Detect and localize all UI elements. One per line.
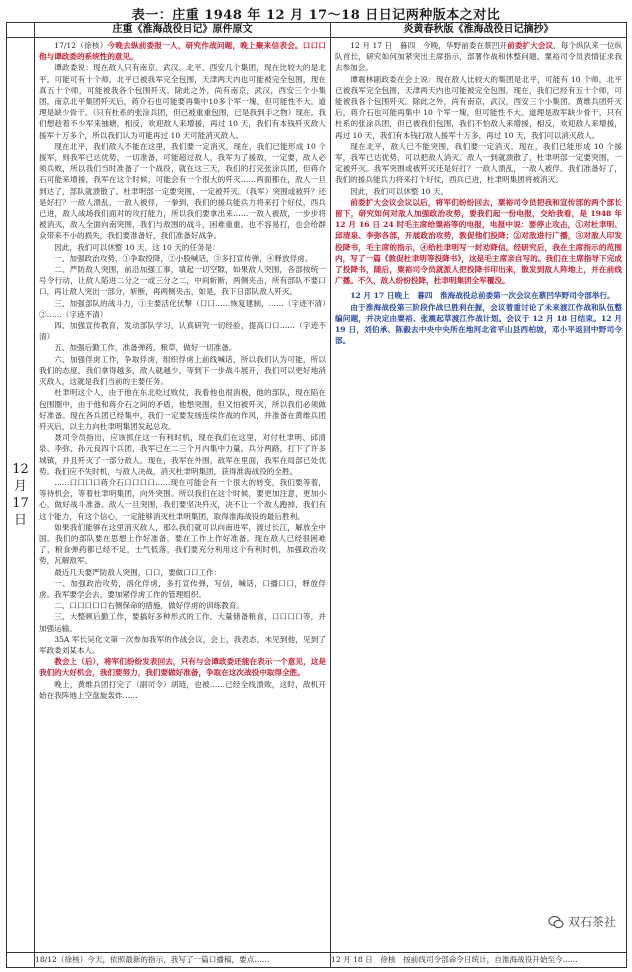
entry-date: 12 月 17 日 暮四 今晚，华野前委在蔡凹开	[350, 41, 508, 50]
left-footer: 18/12（徐核）今天，依照最新的指示，我写了一篇口播稿，要点……	[35, 953, 331, 968]
left-column	[35, 38, 331, 953]
left-text	[35, 38, 330, 701]
right-paragraph: 现在北平，敌人已不能突围，我们要一定消灭，现在，我们已能形成 10 个援军，我军已达优势，可以把敌人消灭。敌人一到就溃散了，杜聿明部一定要突围，一定被歼灭。我军突围或被歼灭还是好打？一敌人溃乱，一敌人被俘。我们准备好了，我们的援兵能兵力将来打个好仗，西兵已进，杜聿明集团将被消灭。	[335, 141, 622, 185]
left-paragraph: 二、口口口口口右侧保命的措施，做好俘虏的训练教育。	[54, 601, 245, 611]
wechat-icon	[548, 914, 564, 930]
right-blue-paragraph: 由于淮海战役第三阶段作战已胜利在握，会议着重讨论了未来渡江作战和队伍整编问题，并决定由粟裕、张震起草渡江作战计划。会议于 12 月 18 日结束。12 月 19 日，刘伯承、陈毅去中央中央所在地河北省平山县西柏坡，邓小平返回中野司令部。	[335, 302, 622, 346]
right-blue-paragraph: 12 月 17 日晚上 暮四 淮海战役总前委第一次会议在蔡凹华野司令部举行。	[350, 291, 615, 301]
header-date-cell	[7, 23, 35, 38]
right-paragraph: 因此，我们可以休整 10 天。	[350, 186, 449, 196]
date-part: 月	[13, 479, 27, 494]
right-paragraph: 谭震林副政委在会上说：现在敌人比较大的集团是北平，可能有 10 个师，北平已被我军完全包围，天津两天内也可能被完全包围，现在，我们已经有五十个师，可能被我各个包围歼灭。除此之外，尚有南京，武汉，西安三个小集团。黄维兵团歼灭后，蒋介石也可能再集中 10 个军一塊，但可能性不大。道理是敌军缺少骨干，只有杜系的张涂兵团，但已被我们包围，我们不怕敌人来增援，相反，欢迎敌人来增援，再过 10 天，我们有本钱打敌人援军十万多，再过 10 天，我们可以消灭敌人。	[335, 74, 622, 140]
left-paragraph: 如果我们能够在这里消灭敌人，那么我们就可以向南进军，渡过长江，解放全中国。我们的部队要在思想上作好准备，要在工作上作好准备。现在敌人已经很困难了，粮食弹药都已经不足，士气低落，我们要充分利用这个有利时机，加强政治攻势，瓦解敌军。	[39, 522, 326, 566]
left-paragraph: 五、加强后勤工作，准备弹药，粮草，做好一切准备。	[54, 343, 237, 353]
left-paragraph: 三、加强部队的战斗力，①主要活化伏撃（口口……恢复建制，……（字迹不清）②……（字迹不清）	[39, 298, 326, 319]
right-text	[331, 38, 626, 346]
highlight-red: 前委扩大会议	[507, 41, 554, 50]
left-paragraph: 二、严防敌人突围，前沿加强工事，填起一切空隙，如果敌人突围，各部按统一号令行动，让敌人陷进二分之一或三分之二，中间斩断，两侧夹击，所有部队不要口口，再让敌人突出一部分，斩断，再两侧夹击，如是，我下日部队敌人歼灭。	[39, 265, 326, 297]
left-paragraph: 35A 军长吴化文第一次参加我军的作战会议，会上，我表态，未见到他，见到了军政委刘某本人。	[39, 634, 326, 655]
header-left: 庄重《淮海战役日记》原件原文	[35, 23, 331, 38]
highlight-red: 今晚去纵前委报一人，研究作战问题，晚上聚来信表会。口口口他与谭政委的系统性的意见。	[39, 41, 326, 62]
date-part: 17	[12, 496, 29, 511]
right-footer: 12 月 18 日 徐核 按前线司令部命令日统计，自淮海战役开始至今……	[331, 953, 627, 968]
page-title: 表一：庄重 1948 年 12 月 17～18 日日记两种版本之对比	[131, 8, 501, 23]
watermark-text: 双石茶社	[567, 915, 616, 929]
header-row	[7, 23, 627, 38]
left-paragraph: 最近几天要严防敌人突围，口口，要做口口工作：	[54, 567, 222, 577]
date-part: 12	[12, 462, 29, 477]
left-paragraph: 聂司令员指出，应该抓住这一有利时机，现在我们在这里，对付杜聿明、邱清泉、李弥、孙元良四个兵团，我军已在二三个月内集中力量，兵分两路，打下了许多城镇，并且歼灭了一部分敌人。现在，我军在外围，敌军在里面，我军在局部已处优势。我们应不失时机，与敌人决战，消灭杜聿明集团，获得淮海战役的全胜。	[39, 433, 326, 476]
watermark	[544, 911, 620, 932]
left-paragraph: 杜聿明这个人，由于他在东北吃过败仗，我看他也很消极，他的部队，现在陷在包围圈中，由于他和蒋介石之间的矛盾，他想突围，但又怕被歼灭，所以我们必须做好准备。现在各兵团已经集中，我们一定要发扬连续作战的作风，并准备在黄维兵团歼灭后，以主力向杜聿明集团发起总攻。	[39, 388, 326, 431]
left-paragraph: 一、加强政治攻势，①争取投降，②小股喊话，③多打宣传弹，④释放俘虏。	[54, 253, 313, 263]
body-row	[7, 38, 627, 953]
left-paragraph: 现在北平，我们敌人不能在这里，我们要一定消灭，现在，我们已能形成 10 个援军，则我军已达优势，一切准备，可能超过敌人，我军为了援敌，一定要，敌人必须兵败，所以我们当时准备了一个战役，就在这三天，我们的打完张涂兵团，但蒋介石可能来增援，我军在这个时候，可能会有一个很大的歼灭……两面都在，敌人一旦到达了，部队就溃散了。杜聿明部一定要突围，一定被歼灭。（我军）突围或被歼？还是好打？一敌人溃乱，一敌人被俘，一拳到，我们的援兵能兵力将来打个好仗，西兵已进，敌人战场我们面对的攻打能力，所以我们要拿出来……一敌人被敌，一步步将被消灭，敌人全面向南突围，我们与敌围的战斗，困难重重，也不容易打，也会给群众带来不小的损失，我们要准备好，我们准备好战争。	[39, 141, 326, 241]
left-paragraph: 晚上，黄维兵团打完了（副司令）胡琏，也被……已经全线溃败，这时，敌机开始在我阵地上空盘旋轰炸……	[39, 679, 326, 700]
left-paragraph: 一、加强政治攻势，溶化俘虏，多打宣传弹，写信，喊话，口播口口，释放俘虏。我军要学会去，要加紧俘虏工作的管理组织。	[39, 578, 326, 599]
left-paragraph: ……口口口口蒋介石口口口口……现在可能会有一个很大的转变，我们要等着，等待机会，等着杜聿明集团，向外突围。所以我们在这个时候，要更加注意，更加小心，做好战斗准备。敌人一旦突围，我们要坚决歼灭，决不让一个敌人跑掉，我们有这个能力，有这个信心，一定能够消灭杜聿明集团，取得淮海战役的最后胜利。	[39, 477, 326, 521]
footer-date-cell	[7, 953, 35, 968]
left-paragraph: 四、加强宣传教育，发动部队学习，认真研究一切经验，提高口口……（字迹不清）	[39, 321, 326, 342]
next-entry-row	[7, 953, 627, 968]
left-highlight-paragraph: 教会上（后），将军们纷纷发表回去，只有与会谭政委还能在表示一个意见，这是我们的大好机会，我们要努力，我们要做好准备，争取在这次战役中取得全胜。	[39, 657, 326, 678]
date-part: 日	[13, 513, 27, 528]
right-column	[331, 38, 627, 953]
comparison-table	[6, 22, 627, 968]
left-paragraph	[39, 40, 326, 62]
date-cell	[7, 38, 35, 953]
entry-date: 17/12（徐核）	[54, 41, 108, 50]
right-paragraph	[335, 40, 622, 74]
header-right: 炎黄春秋版《淮海战役日记摘抄》	[331, 23, 627, 38]
left-paragraph: 谭政委说：现在敌人只有南京、武汉、北平、西安几个集团，现在比较大的是北平，可能可有十个师，北平已被我军完全包围，天津两天内也可能被完全包围，现在真五十个师，可能被我各个包围歼灭，除此之外，尚有南京，武汉，西安三个小集团。南京北平集团歼灭后，蒋介石也可能要再集中10多个军一塊，但可能性不大。道理是缺少骨干。（只有杜系的张涂兵团，但已被重重包围，已是我到手之物）现在，我们想趁着不少军来抽塘，相反，欢迎敌人来增援，再过 10 天，我们有本钱歼灭敌人援军十万多个，所以我们认为可能再过 10 天可能消灭敌人。	[39, 63, 326, 140]
left-paragraph: 六、加强俘虏工作，争取俘虏，组织俘虏上前线喊话，所以我们认为可能，所以我们的态度，我们拿得越多，敌人就越少，等到下一步战斗展开，我们可以更好地消灭敌人，这就是我们当前的主要任务。	[39, 354, 326, 387]
left-paragraph: 三、大整顿后勤工作，要搞好多种形式的工作，大量储备粮食，口口口口等，并加强运输。	[39, 612, 326, 633]
left-paragraph: 因此，我们可以休整 10 天，这 10 天的任务是：	[54, 242, 220, 252]
right-highlight-paragraph: 前委扩大会议会议以后，将军们纷纷回去，粟裕司令员把我和宣传部的两个部长留下，研究如何对敌人加强政治攻势，要我们起一份电报，交给我看，是 1948 年 12 月 16 日 24 时毛主席给粟裕等的电报，电报中说：要停止攻击，①对杜聿明、邱清泉、李弥各部，开展政治攻势，敦促他们投降；②对敌进行广播，③对敌人印发投降书，毛主席的指示，④给杜聿明写一封劝降信。经研究后，我在主席指示的范围内，写了一篇《敦促杜聿明等投降书》，这是毛主席亲自写的。我们在主席指导下完成了投降书，随后，粟裕司令员就派人把投降书印出来，散发到敌人阵地上，并在前线广播。不久，敌人纷纷投降，杜聿明集团全军覆没。	[335, 197, 622, 286]
entry-text: ，每个纵队来一位纵队首长，研究如何加紧突出主席指示，部署作战和休整问题。粟裕司令员表情征求我去参加会。	[335, 41, 623, 73]
